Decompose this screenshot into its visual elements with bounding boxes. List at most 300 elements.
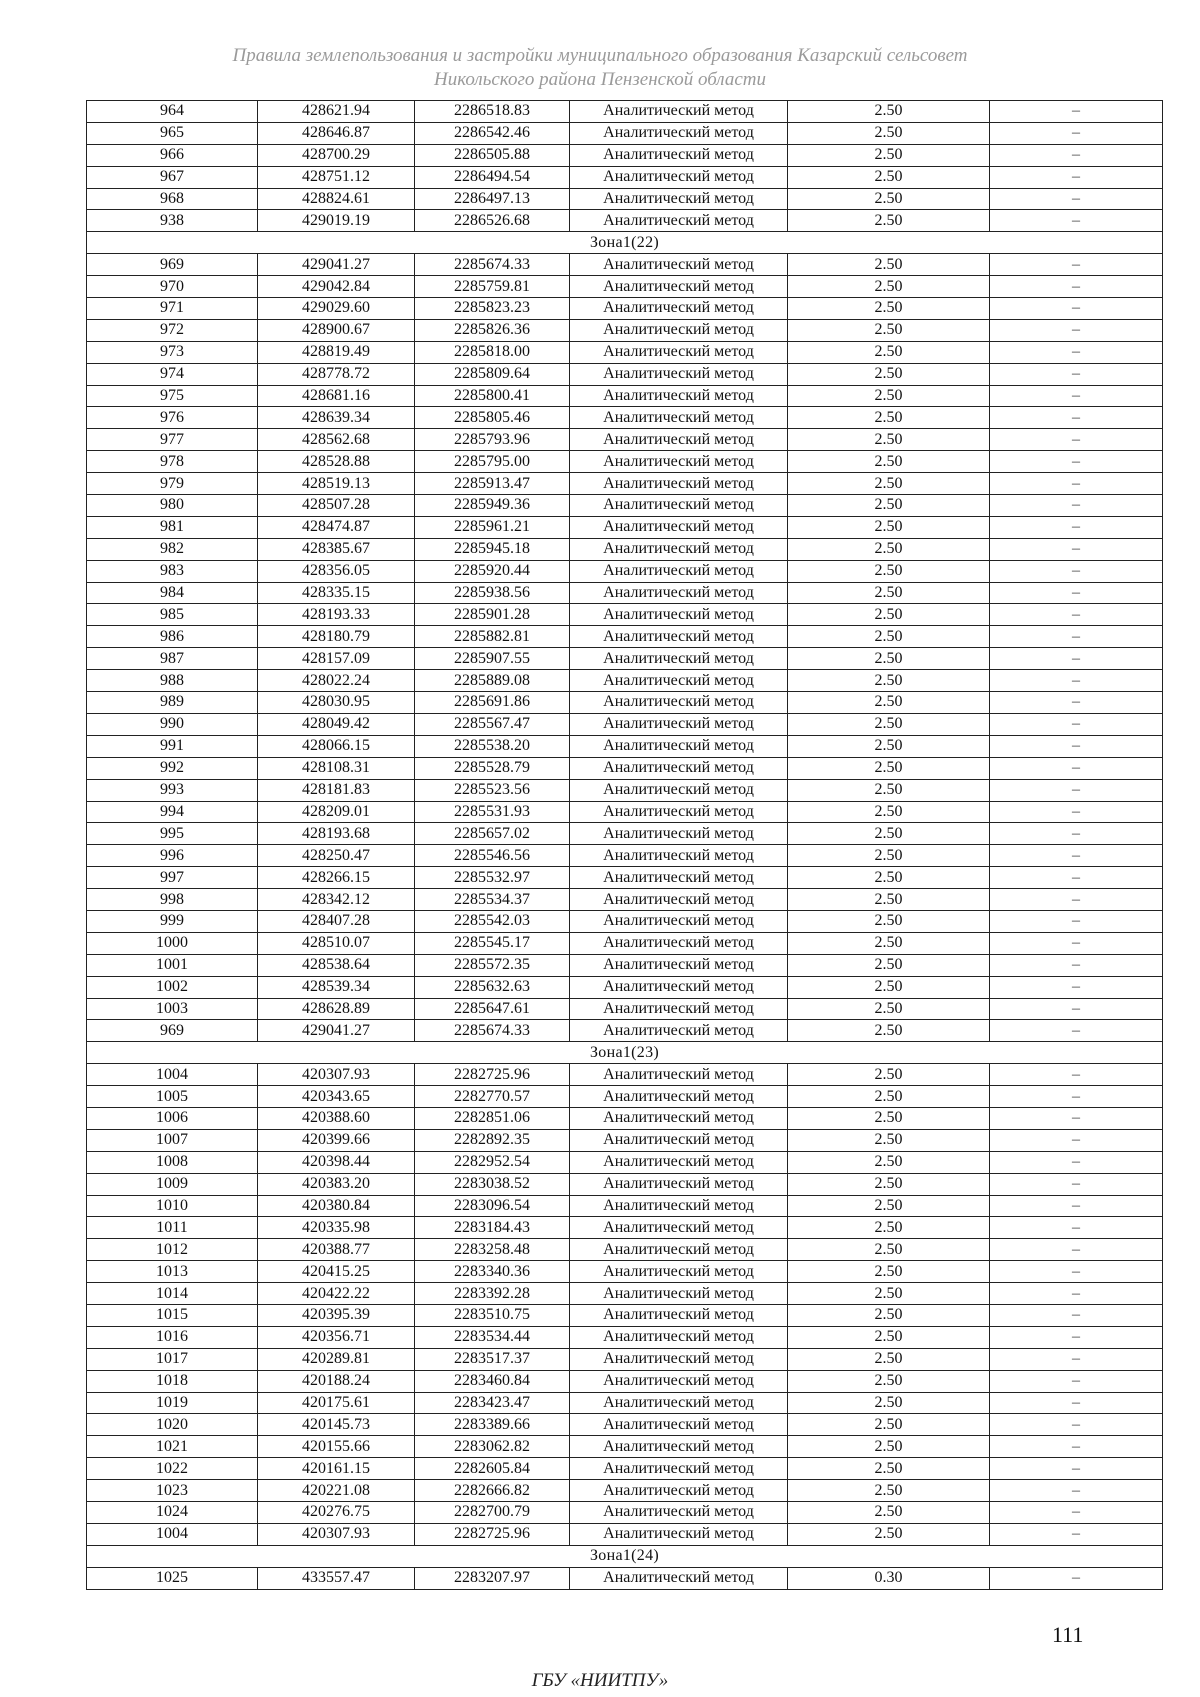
y-coordinate-cell: 2285545.17 [415,932,570,954]
accuracy-cell: 2.50 [788,341,990,363]
accuracy-cell: 2.50 [788,713,990,735]
y-coordinate-cell: 2282725.96 [415,1064,570,1086]
table-row [87,1151,1163,1173]
method-cell: Аналитический метод [570,1195,788,1217]
method-cell: Аналитический метод [570,1086,788,1108]
table-row [87,1261,1163,1283]
remark-cell: – [990,1261,1163,1283]
x-coordinate-cell: 420188.24 [258,1370,415,1392]
y-coordinate-cell: 2283038.52 [415,1173,570,1195]
y-coordinate-cell: 2282892.35 [415,1129,570,1151]
table-body [87,101,1163,1590]
y-coordinate-cell: 2286526.68 [415,210,570,232]
method-cell: Аналитический метод [570,1217,788,1239]
y-coordinate-cell: 2285572.35 [415,954,570,976]
x-coordinate-cell: 428819.49 [258,341,415,363]
point-number-cell: 1011 [87,1217,258,1239]
method-cell: Аналитический метод [570,254,788,276]
page-footer: ГБУ «НИИТПУ» [531,1670,669,1691]
remark-cell: – [990,670,1163,692]
zone-label: Зона1(24) [87,1545,1163,1567]
y-coordinate-cell: 2286518.83 [415,101,570,123]
table-row [87,188,1163,210]
method-cell: Аналитический метод [570,867,788,889]
method-cell: Аналитический метод [570,976,788,998]
point-number-cell: 988 [87,670,258,692]
method-cell: Аналитический метод [570,473,788,495]
method-cell: Аналитический метод [570,1567,788,1589]
y-coordinate-cell: 2285907.55 [415,648,570,670]
table-row [87,473,1163,495]
method-cell: Аналитический метод [570,954,788,976]
point-number-cell: 964 [87,101,258,123]
x-coordinate-cell: 428335.15 [258,582,415,604]
y-coordinate-cell: 2283062.82 [415,1436,570,1458]
point-number-cell: 1023 [87,1480,258,1502]
remark-cell: – [990,1414,1163,1436]
remark-cell: – [990,735,1163,757]
y-coordinate-cell: 2285920.44 [415,560,570,582]
y-coordinate-cell: 2283517.37 [415,1348,570,1370]
accuracy-cell: 0.30 [788,1567,990,1589]
remark-cell: – [990,823,1163,845]
method-cell: Аналитический метод [570,1348,788,1370]
x-coordinate-cell: 420289.81 [258,1348,415,1370]
remark-cell: – [990,560,1163,582]
x-coordinate-cell: 428539.34 [258,976,415,998]
accuracy-cell: 2.50 [788,473,990,495]
table-row [87,1107,1163,1129]
remark-cell: – [990,626,1163,648]
table-row [87,823,1163,845]
remark-cell: – [990,692,1163,714]
table-row [87,1086,1163,1108]
remark-cell: – [990,166,1163,188]
point-number-cell: 978 [87,451,258,473]
accuracy-cell: 2.50 [788,1173,990,1195]
zone-header-row [87,232,1163,254]
method-cell: Аналитический метод [570,319,788,341]
method-cell: Аналитический метод [570,779,788,801]
x-coordinate-cell: 428342.12 [258,889,415,911]
accuracy-cell: 2.50 [788,385,990,407]
method-cell: Аналитический метод [570,1304,788,1326]
table-row [87,1436,1163,1458]
x-coordinate-cell: 428193.33 [258,604,415,626]
point-number-cell: 1019 [87,1392,258,1414]
x-coordinate-cell: 420398.44 [258,1151,415,1173]
remark-cell: – [990,1239,1163,1261]
point-number-cell: 974 [87,363,258,385]
table-row [87,538,1163,560]
accuracy-cell: 2.50 [788,166,990,188]
method-cell: Аналитический метод [570,298,788,320]
point-number-cell: 1010 [87,1195,258,1217]
method-cell: Аналитический метод [570,1064,788,1086]
x-coordinate-cell: 429041.27 [258,254,415,276]
remark-cell: – [990,1326,1163,1348]
x-coordinate-cell: 428049.42 [258,713,415,735]
table-row [87,1392,1163,1414]
accuracy-cell: 2.50 [788,757,990,779]
point-number-cell: 996 [87,845,258,867]
y-coordinate-cell: 2285800.41 [415,385,570,407]
point-number-cell: 1017 [87,1348,258,1370]
remark-cell: – [990,1370,1163,1392]
table-row [87,298,1163,320]
accuracy-cell: 2.50 [788,823,990,845]
point-number-cell: 986 [87,626,258,648]
method-cell: Аналитический метод [570,1523,788,1545]
table-row [87,604,1163,626]
point-number-cell: 1015 [87,1304,258,1326]
method-cell: Аналитический метод [570,101,788,123]
table-row [87,648,1163,670]
method-cell: Аналитический метод [570,1129,788,1151]
x-coordinate-cell: 428628.89 [258,998,415,1020]
remark-cell: – [990,276,1163,298]
method-cell: Аналитический метод [570,932,788,954]
y-coordinate-cell: 2285882.81 [415,626,570,648]
accuracy-cell: 2.50 [788,1020,990,1042]
point-number-cell: 1004 [87,1064,258,1086]
table-row [87,1502,1163,1524]
zone-label: Зона1(22) [87,232,1163,254]
y-coordinate-cell: 2283340.36 [415,1261,570,1283]
y-coordinate-cell: 2285809.64 [415,363,570,385]
y-coordinate-cell: 2285542.03 [415,910,570,932]
y-coordinate-cell: 2285546.56 [415,845,570,867]
point-number-cell: 970 [87,276,258,298]
table-row [87,1523,1163,1545]
method-cell: Аналитический метод [570,1502,788,1524]
x-coordinate-cell: 429019.19 [258,210,415,232]
table-row [87,1195,1163,1217]
accuracy-cell: 2.50 [788,889,990,911]
table-row [87,1173,1163,1195]
y-coordinate-cell: 2282700.79 [415,1502,570,1524]
table-row [87,1567,1163,1589]
point-number-cell: 989 [87,692,258,714]
accuracy-cell: 2.50 [788,1283,990,1305]
x-coordinate-cell: 428519.13 [258,473,415,495]
point-number-cell: 990 [87,713,258,735]
method-cell: Аналитический метод [570,1151,788,1173]
accuracy-cell: 2.50 [788,1195,990,1217]
x-coordinate-cell: 420155.66 [258,1436,415,1458]
y-coordinate-cell: 2286542.46 [415,122,570,144]
point-number-cell: 1013 [87,1261,258,1283]
accuracy-cell: 2.50 [788,1086,990,1108]
accuracy-cell: 2.50 [788,1304,990,1326]
x-coordinate-cell: 428778.72 [258,363,415,385]
point-number-cell: 994 [87,801,258,823]
x-coordinate-cell: 428180.79 [258,626,415,648]
accuracy-cell: 2.50 [788,910,990,932]
y-coordinate-cell: 2285632.63 [415,976,570,998]
remark-cell: – [990,407,1163,429]
method-cell: Аналитический метод [570,1392,788,1414]
accuracy-cell: 2.50 [788,516,990,538]
point-number-cell: 984 [87,582,258,604]
remark-cell: – [990,363,1163,385]
x-coordinate-cell: 420161.15 [258,1458,415,1480]
remark-cell: – [990,451,1163,473]
remark-cell: – [990,144,1163,166]
point-number-cell: 1000 [87,932,258,954]
remark-cell: – [990,429,1163,451]
accuracy-cell: 2.50 [788,538,990,560]
x-coordinate-cell: 428157.09 [258,648,415,670]
y-coordinate-cell: 2285795.00 [415,451,570,473]
x-coordinate-cell: 420307.93 [258,1523,415,1545]
remark-cell: – [990,1458,1163,1480]
table-row [87,1020,1163,1042]
x-coordinate-cell: 420380.84 [258,1195,415,1217]
remark-cell: – [990,757,1163,779]
point-number-cell: 966 [87,144,258,166]
method-cell: Аналитический метод [570,626,788,648]
accuracy-cell: 2.50 [788,276,990,298]
zone-header-row [87,1545,1163,1567]
zone-header-row [87,1042,1163,1064]
method-cell: Аналитический метод [570,801,788,823]
accuracy-cell: 2.50 [788,801,990,823]
point-number-cell: 995 [87,823,258,845]
accuracy-cell: 2.50 [788,1348,990,1370]
remark-cell: – [990,122,1163,144]
x-coordinate-cell: 420388.60 [258,1107,415,1129]
point-number-cell: 1024 [87,1502,258,1524]
point-number-cell: 1001 [87,954,258,976]
point-number-cell: 1004 [87,1523,258,1545]
accuracy-cell: 2.50 [788,144,990,166]
method-cell: Аналитический метод [570,713,788,735]
y-coordinate-cell: 2282605.84 [415,1458,570,1480]
accuracy-cell: 2.50 [788,1370,990,1392]
remark-cell: – [990,1436,1163,1458]
accuracy-cell: 2.50 [788,1458,990,1480]
remark-cell: – [990,932,1163,954]
point-number-cell: 982 [87,538,258,560]
remark-cell: – [990,845,1163,867]
table-row [87,670,1163,692]
method-cell: Аналитический метод [570,1458,788,1480]
remark-cell: – [990,1523,1163,1545]
x-coordinate-cell: 428066.15 [258,735,415,757]
y-coordinate-cell: 2283392.28 [415,1283,570,1305]
table-row [87,582,1163,604]
method-cell: Аналитический метод [570,144,788,166]
accuracy-cell: 2.50 [788,254,990,276]
remark-cell: – [990,954,1163,976]
x-coordinate-cell: 428022.24 [258,670,415,692]
y-coordinate-cell: 2285532.97 [415,867,570,889]
accuracy-cell: 2.50 [788,648,990,670]
accuracy-cell: 2.50 [788,670,990,692]
x-coordinate-cell: 428562.68 [258,429,415,451]
accuracy-cell: 2.50 [788,779,990,801]
point-number-cell: 938 [87,210,258,232]
accuracy-cell: 2.50 [788,451,990,473]
method-cell: Аналитический метод [570,648,788,670]
point-number-cell: 1006 [87,1107,258,1129]
table-row [87,495,1163,517]
x-coordinate-cell: 428507.28 [258,495,415,517]
accuracy-cell: 2.50 [788,845,990,867]
table-row [87,451,1163,473]
y-coordinate-cell: 2285534.37 [415,889,570,911]
accuracy-cell: 2.50 [788,582,990,604]
method-cell: Аналитический метод [570,1239,788,1261]
x-coordinate-cell: 420343.65 [258,1086,415,1108]
y-coordinate-cell: 2285759.81 [415,276,570,298]
remark-cell: – [990,495,1163,517]
point-number-cell: 973 [87,341,258,363]
method-cell: Аналитический метод [570,1107,788,1129]
y-coordinate-cell: 2282725.96 [415,1523,570,1545]
point-number-cell: 1005 [87,1086,258,1108]
y-coordinate-cell: 2285657.02 [415,823,570,845]
remark-cell: – [990,779,1163,801]
y-coordinate-cell: 2285691.86 [415,692,570,714]
table-row [87,1304,1163,1326]
table-row [87,319,1163,341]
point-number-cell: 975 [87,385,258,407]
method-cell: Аналитический метод [570,1414,788,1436]
x-coordinate-cell: 429041.27 [258,1020,415,1042]
y-coordinate-cell: 2285938.56 [415,582,570,604]
remark-cell: – [990,319,1163,341]
table-row [87,998,1163,1020]
method-cell: Аналитический метод [570,341,788,363]
x-coordinate-cell: 428474.87 [258,516,415,538]
point-number-cell: 968 [87,188,258,210]
x-coordinate-cell: 428700.29 [258,144,415,166]
remark-cell: – [990,1107,1163,1129]
y-coordinate-cell: 2286505.88 [415,144,570,166]
y-coordinate-cell: 2282952.54 [415,1151,570,1173]
method-cell: Аналитический метод [570,122,788,144]
method-cell: Аналитический метод [570,604,788,626]
method-cell: Аналитический метод [570,1370,788,1392]
remark-cell: – [990,1304,1163,1326]
method-cell: Аналитический метод [570,429,788,451]
point-number-cell: 999 [87,910,258,932]
method-cell: Аналитический метод [570,276,788,298]
y-coordinate-cell: 2283460.84 [415,1370,570,1392]
x-coordinate-cell: 420175.61 [258,1392,415,1414]
y-coordinate-cell: 2282666.82 [415,1480,570,1502]
x-coordinate-cell: 428538.64 [258,954,415,976]
y-coordinate-cell: 2283258.48 [415,1239,570,1261]
table-row [87,1414,1163,1436]
method-cell: Аналитический метод [570,910,788,932]
point-number-cell: 1020 [87,1414,258,1436]
remark-cell: – [990,1480,1163,1502]
table-row [87,276,1163,298]
table-row [87,932,1163,954]
table-row [87,210,1163,232]
method-cell: Аналитический метод [570,210,788,232]
y-coordinate-cell: 2285889.08 [415,670,570,692]
y-coordinate-cell: 2285538.20 [415,735,570,757]
table-row [87,1326,1163,1348]
table-row [87,166,1163,188]
accuracy-cell: 2.50 [788,495,990,517]
accuracy-cell: 2.50 [788,1064,990,1086]
method-cell: Аналитический метод [570,823,788,845]
header-line-2: Никольского района Пензенской области [434,69,766,90]
point-number-cell: 969 [87,1020,258,1042]
table-row [87,626,1163,648]
accuracy-cell: 2.50 [788,298,990,320]
page-header [0,44,1200,92]
method-cell: Аналитический метод [570,407,788,429]
remark-cell: – [990,101,1163,123]
accuracy-cell: 2.50 [788,1261,990,1283]
accuracy-cell: 2.50 [788,1392,990,1414]
accuracy-cell: 2.50 [788,1107,990,1129]
accuracy-cell: 2.50 [788,210,990,232]
point-number-cell: 972 [87,319,258,341]
table-row [87,910,1163,932]
table-row [87,254,1163,276]
accuracy-cell: 2.50 [788,867,990,889]
y-coordinate-cell: 2282851.06 [415,1107,570,1129]
accuracy-cell: 2.50 [788,998,990,1020]
remark-cell: – [990,1392,1163,1414]
remark-cell: – [990,1064,1163,1086]
table-row [87,560,1163,582]
accuracy-cell: 2.50 [788,1523,990,1545]
remark-cell: – [990,976,1163,998]
table-row [87,1064,1163,1086]
y-coordinate-cell: 2285793.96 [415,429,570,451]
accuracy-cell: 2.50 [788,188,990,210]
page-number: 111 [1052,1622,1084,1647]
accuracy-cell: 2.50 [788,1436,990,1458]
x-coordinate-cell: 420276.75 [258,1502,415,1524]
point-number-cell: 980 [87,495,258,517]
x-coordinate-cell: 428209.01 [258,801,415,823]
y-coordinate-cell: 2285805.46 [415,407,570,429]
point-number-cell: 965 [87,122,258,144]
table-row [87,889,1163,911]
y-coordinate-cell: 2283423.47 [415,1392,570,1414]
method-cell: Аналитический метод [570,1480,788,1502]
method-cell: Аналитический метод [570,1436,788,1458]
y-coordinate-cell: 2285826.36 [415,319,570,341]
point-number-cell: 971 [87,298,258,320]
table-row [87,976,1163,998]
remark-cell: – [990,648,1163,670]
y-coordinate-cell: 2285913.47 [415,473,570,495]
x-coordinate-cell: 428250.47 [258,845,415,867]
remark-cell: – [990,538,1163,560]
remark-cell: – [990,1348,1163,1370]
x-coordinate-cell: 420399.66 [258,1129,415,1151]
accuracy-cell: 2.50 [788,604,990,626]
method-cell: Аналитический метод [570,1173,788,1195]
x-coordinate-cell: 428900.67 [258,319,415,341]
point-number-cell: 987 [87,648,258,670]
table-row [87,801,1163,823]
table-row [87,429,1163,451]
y-coordinate-cell: 2285818.00 [415,341,570,363]
table-row [87,1239,1163,1261]
method-cell: Аналитический метод [570,998,788,1020]
